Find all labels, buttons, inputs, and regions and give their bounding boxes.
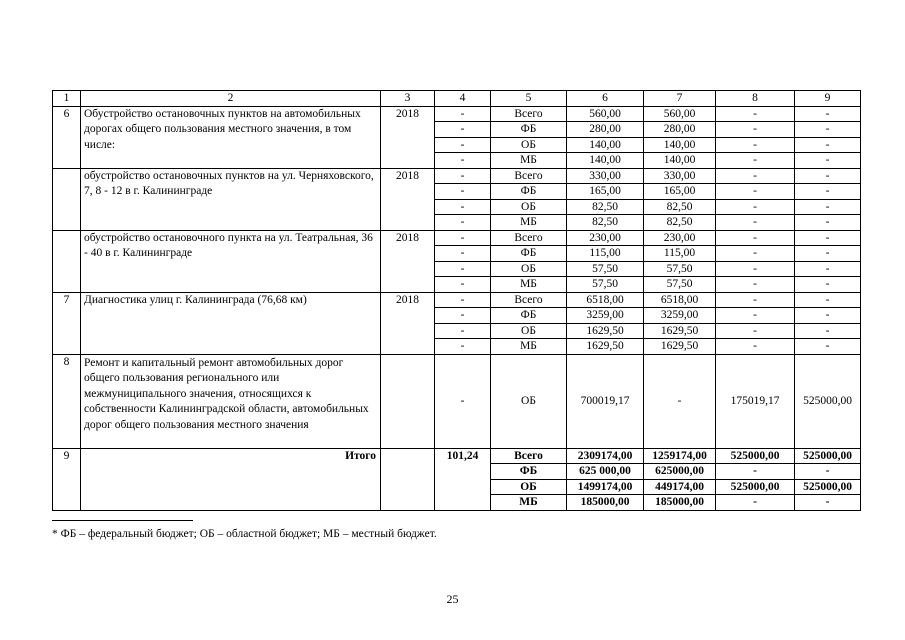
amount-col8: - — [716, 230, 795, 246]
item-name: Ремонт и капитальный ремонт автомобильных дорог общего пользования регионального или межмуниципального значения, относящихся к собственности Калининградской области, автомобильных дорог общего пользования местного значения — [81, 354, 381, 448]
amount-col9: 525000,00 — [795, 479, 861, 495]
cell-col4: - — [435, 277, 491, 293]
column-header-4: 4 — [435, 91, 491, 107]
cell-col4: - — [435, 215, 491, 231]
amount-col9: - — [795, 215, 861, 231]
amount-col7: 1629,50 — [644, 323, 716, 339]
column-header-8: 8 — [716, 91, 795, 107]
table-row — [53, 106, 861, 122]
total-col4: 101,24 — [435, 448, 491, 510]
amount-col6: 625 000,00 — [567, 464, 644, 480]
amount-col6: 700019,17 — [567, 354, 644, 448]
cell-col4: - — [435, 339, 491, 355]
cell-col4: - — [435, 230, 491, 246]
item-number: 7 — [53, 292, 81, 354]
amount-col7: 6518,00 — [644, 292, 716, 308]
cell-col4: - — [435, 199, 491, 215]
amount-col6: 82,50 — [567, 199, 644, 215]
amount-col8: - — [716, 122, 795, 138]
amount-col9: - — [795, 261, 861, 277]
column-header-9: 9 — [795, 91, 861, 107]
funding-source: ФБ — [491, 464, 567, 480]
item-name: обустройство остановочного пункта на ул. Театральная, 36 - 40 в г. Калининграде — [81, 230, 381, 292]
funding-source: ОБ — [491, 137, 567, 153]
amount-col6: 165,00 — [567, 184, 644, 200]
item-name: Диагностика улиц г. Калининграда (76,68 км) — [81, 292, 381, 354]
amount-col6: 230,00 — [567, 230, 644, 246]
amount-col8: - — [716, 137, 795, 153]
cell-col4: - — [435, 184, 491, 200]
page-number: 25 — [446, 592, 459, 606]
amount-col7: 625000,00 — [644, 464, 716, 480]
item-name: Обустройство остановочных пунктов на автомобильных дорогах общего пользования местного значения, в том числе: — [81, 106, 381, 168]
amount-col9: - — [795, 122, 861, 138]
cell-col4: - — [435, 246, 491, 262]
amount-col7: 449174,00 — [644, 479, 716, 495]
funding-source: МБ — [491, 215, 567, 231]
amount-col7: 330,00 — [644, 168, 716, 184]
funding-source: ФБ — [491, 184, 567, 200]
amount-col9: - — [795, 230, 861, 246]
amount-col7: 82,50 — [644, 215, 716, 231]
amount-col7: 1259174,00 — [644, 448, 716, 464]
cell-col4: - — [435, 261, 491, 277]
amount-col9: - — [795, 106, 861, 122]
header-row — [53, 91, 861, 107]
amount-col9: - — [795, 277, 861, 293]
amount-col8: - — [716, 277, 795, 293]
amount-col6: 2309174,00 — [567, 448, 644, 464]
amount-col8: - — [716, 215, 795, 231]
amount-col8: - — [716, 495, 795, 511]
table-row — [53, 230, 861, 246]
cell-col4: - — [435, 106, 491, 122]
amount-col8: - — [716, 153, 795, 169]
amount-col7: 230,00 — [644, 230, 716, 246]
amount-col9: - — [795, 184, 861, 200]
table-row — [53, 354, 861, 448]
column-header-1: 1 — [53, 91, 81, 107]
amount-col9: - — [795, 137, 861, 153]
amount-col8: - — [716, 261, 795, 277]
amount-col6: 1499174,00 — [567, 479, 644, 495]
amount-col6: 6518,00 — [567, 292, 644, 308]
funding-source: МБ — [491, 277, 567, 293]
amount-col8: - — [716, 246, 795, 262]
total-label: Итого — [81, 448, 381, 510]
item-number: 9 — [53, 448, 81, 510]
item-number — [53, 230, 81, 292]
cell-col4: - — [435, 153, 491, 169]
footnote-separator — [52, 520, 193, 521]
funding-source: ОБ — [491, 479, 567, 495]
amount-col8: - — [716, 168, 795, 184]
funding-source: Всего — [491, 106, 567, 122]
amount-col7: 57,50 — [644, 261, 716, 277]
funding-source: Всего — [491, 448, 567, 464]
amount-col7: 280,00 — [644, 122, 716, 138]
cell-col4: - — [435, 168, 491, 184]
item-year: 2018 — [381, 168, 435, 230]
amount-col8: 525000,00 — [716, 479, 795, 495]
amount-col9: - — [795, 339, 861, 355]
amount-col8: - — [716, 106, 795, 122]
amount-col9: - — [795, 308, 861, 324]
amount-col6: 280,00 — [567, 122, 644, 138]
item-number — [53, 168, 81, 230]
funding-source: ФБ — [491, 308, 567, 324]
amount-col7: 57,50 — [644, 277, 716, 293]
amount-col6: 57,50 — [567, 261, 644, 277]
cell-col4: - — [435, 137, 491, 153]
item-year: 2018 — [381, 230, 435, 292]
cell-col4: - — [435, 292, 491, 308]
item-year: 2018 — [381, 106, 435, 168]
item-number: 6 — [53, 106, 81, 168]
cell-col4: - — [435, 354, 491, 448]
amount-col8: 525000,00 — [716, 448, 795, 464]
amount-col7: 140,00 — [644, 153, 716, 169]
column-header-5: 5 — [491, 91, 567, 107]
table-row — [53, 292, 861, 308]
table-row — [53, 168, 861, 184]
amount-col7: 140,00 — [644, 137, 716, 153]
item-year — [381, 448, 435, 510]
amount-col9: - — [795, 292, 861, 308]
funding-source: Всего — [491, 230, 567, 246]
amount-col8: - — [716, 184, 795, 200]
cell-col4: - — [435, 323, 491, 339]
amount-col7: 115,00 — [644, 246, 716, 262]
item-year — [381, 354, 435, 448]
amount-col8: - — [716, 323, 795, 339]
amount-col6: 140,00 — [567, 137, 644, 153]
funding-source: ОБ — [491, 199, 567, 215]
amount-col9: 525000,00 — [795, 448, 861, 464]
amount-col8: - — [716, 292, 795, 308]
footnote: * ФБ – федеральный бюджет; ОБ – областной бюджет; МБ – местный бюджет. — [52, 528, 437, 540]
amount-col7: 560,00 — [644, 106, 716, 122]
cell-col4: - — [435, 308, 491, 324]
funding-source: МБ — [491, 339, 567, 355]
amount-col7: - — [644, 354, 716, 448]
column-header-3: 3 — [381, 91, 435, 107]
amount-col9: - — [795, 168, 861, 184]
amount-col6: 560,00 — [567, 106, 644, 122]
funding-source: ФБ — [491, 122, 567, 138]
amount-col6: 1629,50 — [567, 323, 644, 339]
amount-col9: - — [795, 323, 861, 339]
amount-col6: 115,00 — [567, 246, 644, 262]
column-header-7: 7 — [644, 91, 716, 107]
column-header-6: 6 — [567, 91, 644, 107]
amount-col9: - — [795, 464, 861, 480]
amount-col9: - — [795, 153, 861, 169]
amount-col8: - — [716, 464, 795, 480]
amount-col8: 175019,17 — [716, 354, 795, 448]
amount-col7: 165,00 — [644, 184, 716, 200]
budget-table — [52, 90, 861, 511]
item-name: обустройство остановочных пунктов на ул. Черняховского, 7, 8 - 12 в г. Калининграде — [81, 168, 381, 230]
amount-col9: 525000,00 — [795, 354, 861, 448]
amount-col6: 140,00 — [567, 153, 644, 169]
amount-col6: 1629,50 — [567, 339, 644, 355]
amount-col9: - — [795, 495, 861, 511]
funding-source: МБ — [491, 495, 567, 511]
funding-source: ОБ — [491, 261, 567, 277]
amount-col8: - — [716, 308, 795, 324]
amount-col6: 330,00 — [567, 168, 644, 184]
item-year: 2018 — [381, 292, 435, 354]
amount-col7: 82,50 — [644, 199, 716, 215]
amount-col9: - — [795, 199, 861, 215]
amount-col8: - — [716, 199, 795, 215]
cell-col4: - — [435, 122, 491, 138]
item-number: 8 — [53, 354, 81, 448]
funding-source: ОБ — [491, 354, 567, 448]
column-header-2: 2 — [81, 91, 381, 107]
funding-source: ФБ — [491, 246, 567, 262]
funding-source: Всего — [491, 168, 567, 184]
total-row — [53, 448, 861, 464]
amount-col6: 185000,00 — [567, 495, 644, 511]
funding-source: ОБ — [491, 323, 567, 339]
amount-col6: 3259,00 — [567, 308, 644, 324]
amount-col7: 3259,00 — [644, 308, 716, 324]
amount-col8: - — [716, 339, 795, 355]
amount-col6: 82,50 — [567, 215, 644, 231]
funding-source: МБ — [491, 153, 567, 169]
funding-source: Всего — [491, 292, 567, 308]
amount-col7: 185000,00 — [644, 495, 716, 511]
amount-col7: 1629,50 — [644, 339, 716, 355]
amount-col9: - — [795, 246, 861, 262]
amount-col6: 57,50 — [567, 277, 644, 293]
